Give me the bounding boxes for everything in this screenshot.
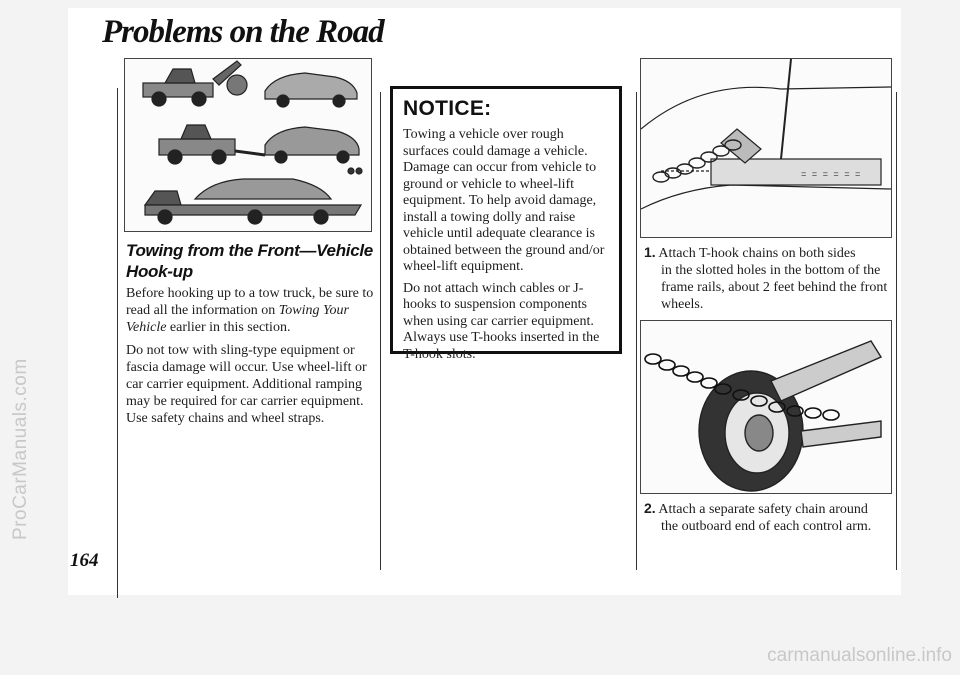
- safety-chain-figure: [640, 320, 892, 494]
- section-body: [126, 285, 374, 433]
- step-text: Attach T-hook chains on both sides: [658, 246, 856, 261]
- step-2: [644, 500, 894, 535]
- frame-rail-illustration: [641, 59, 891, 209]
- step-number: 2.: [644, 500, 656, 516]
- page-number: 164: [70, 550, 99, 571]
- paragraph-text: earlier in this section.: [166, 320, 291, 335]
- svg-text:= = = = = =: = = = = = =: [801, 170, 861, 180]
- left-margin-rule: [117, 88, 118, 598]
- t-hook-frame-figure: [640, 58, 892, 238]
- cross-reference: Towing Your Vehicle: [126, 303, 349, 335]
- right-margin-rule: [896, 92, 897, 570]
- section-heading: Towing from the Front—Vehicle Hook-up: [126, 241, 373, 281]
- step-text-continued: in the slotted holes in the bottom of the frame rails, about 2 feet behind the front wheels.: [661, 263, 888, 312]
- side-watermark: ProCarManuals.com: [10, 358, 31, 540]
- step-number: 1.: [644, 244, 656, 260]
- wrecker-truck-illustration: [143, 61, 357, 107]
- step-text: Attach a separate safety chain around: [658, 502, 868, 517]
- paragraph-equipment: Do not tow with sling-type equipment or fascia damage will occur. Use wheel-lift or car carrier equipment. Additional ramping may be required for car carrier equipment. Use safety chains and wheel straps.: [126, 343, 367, 426]
- notice-paragraph-2: Do not attach winch cables or J-hooks to suspension components when using car carrier equipment. Always use T-hooks inserted in the T-hook slots.: [403, 280, 600, 362]
- paragraph-read-first: [126, 285, 374, 336]
- column-divider-1: [380, 92, 381, 570]
- bottom-watermark: carmanualsonline.info: [767, 645, 952, 666]
- notice-box: [390, 86, 622, 362]
- step-1: [644, 244, 894, 313]
- wheel-lift-truck-illustration: [159, 125, 362, 174]
- towing-equipment-figure: [124, 58, 372, 232]
- paragraph-text: Before hooking up to a tow truck, be sure to read all the information on: [126, 286, 374, 318]
- step-text-continued: the outboard end of each control arm.: [661, 519, 872, 534]
- page-title: Problems on the Road: [102, 14, 384, 50]
- notice-title: NOTICE:: [403, 97, 492, 120]
- column-divider-2: [636, 92, 637, 570]
- car-carrier-illustration: [145, 179, 361, 224]
- notice-paragraph-1: Towing a vehicle over rough surfaces could damage a vehicle. Damage can occur from vehicle to ground or vehicle to wheel-lift equipment. To help avoid damage, install a towing dolly and raise vehicle until adequate clearance is obtained between the ground and/or wheel-lift equipment.: [403, 127, 605, 274]
